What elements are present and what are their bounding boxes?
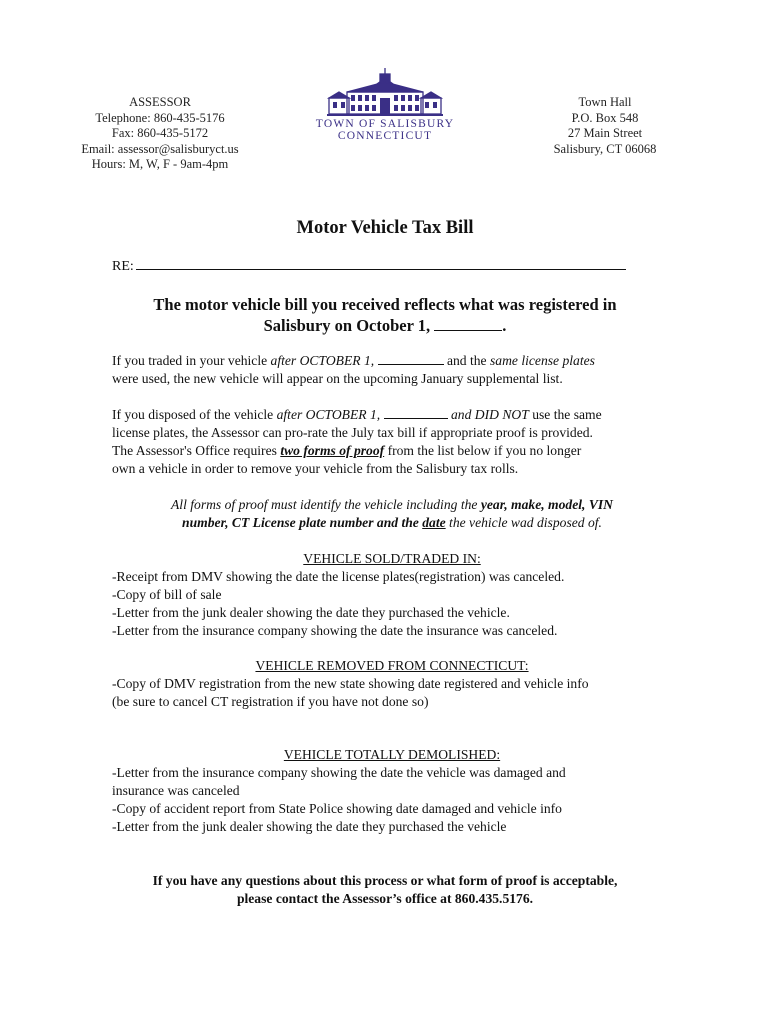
assessor-fax: Fax: 860-435-5172 xyxy=(111,126,209,140)
removed-section xyxy=(112,657,672,711)
section-heading: VEHICLE TOTALLY DEMOLISHED: xyxy=(283,747,501,762)
proof-note-line-2: number, CT License plate number and the date the vehicle wad disposed of. xyxy=(182,515,602,530)
assessor-contact-block xyxy=(60,95,260,173)
paragraph-line: The Assessor's Office requires two forms of proof from the list below if you no longer xyxy=(112,443,582,458)
re-line xyxy=(112,257,626,275)
assessor-email: Email: assessor@salisburyct.us xyxy=(81,141,239,156)
list-item: (be sure to cancel CT registration if you have not done so) xyxy=(112,694,429,709)
footer-line-2: please contact the Assessor’s office at 860.435.5176. xyxy=(236,891,534,906)
demolished-section xyxy=(112,746,672,836)
paragraph-line: If you disposed of the vehicle after OCTOBER 1, and DID NOT use the same xyxy=(112,407,602,422)
address-line-3: 27 Main Street xyxy=(567,126,643,140)
section-heading: VEHICLE SOLD/TRADED IN: xyxy=(303,551,481,566)
town-logo xyxy=(305,66,465,142)
list-item: -Letter from the insurance company showing the date the vehicle was damaged and xyxy=(112,765,566,780)
list-item: -Receipt from DMV showing the date the license plates(registration) was canceled. xyxy=(112,569,565,584)
list-item: insurance was canceled xyxy=(112,783,240,798)
assessor-title: ASSESSOR xyxy=(129,95,191,109)
logo-state-name: CONNECTICUT xyxy=(337,130,433,142)
subheading-line-2: Salisbury on October 1, . xyxy=(263,316,507,335)
disposed-paragraph xyxy=(112,406,672,478)
re-blank xyxy=(136,257,626,270)
traded-in-paragraph xyxy=(112,352,672,388)
paragraph-line: If you traded in your vehicle after OCTOBER 1, and the same license plates xyxy=(112,353,595,368)
list-item: -Letter from the junk dealer showing the date they purchased the vehicle. xyxy=(112,605,510,620)
town-hall-address-block xyxy=(530,95,680,157)
assessor-telephone: Telephone: 860-435-5176 xyxy=(95,110,225,125)
logo-town-name: TOWN OF SALISBURY xyxy=(315,118,455,130)
paragraph-line: license plates, the Assessor can pro-rate the July tax bill if appropriate proof is provided. xyxy=(112,425,593,440)
assessor-hours: Hours: M, W, F - 9am-4pm xyxy=(91,157,229,171)
contact-footer xyxy=(100,872,670,908)
re-label: RE: xyxy=(112,259,134,274)
section-heading: VEHICLE REMOVED FROM CONNECTICUT: xyxy=(255,658,529,673)
footer-line-1: If you have any questions about this process or what form of proof is acceptable, xyxy=(152,873,618,888)
date-blank xyxy=(434,319,502,331)
subheading-line-1: The motor vehicle bill you received reflects what was registered in xyxy=(153,295,617,314)
address-line-2: P.O. Box 548 xyxy=(571,110,639,125)
list-item: -Copy of DMV registration from the new state showing date registered and vehicle info xyxy=(112,676,589,691)
list-item: -Letter from the junk dealer showing the date they purchased the vehicle xyxy=(112,819,507,834)
date-blank xyxy=(378,353,444,365)
proof-note-line-1: All forms of proof must identify the vehicle including the year, make, model, VIN xyxy=(171,497,613,512)
date-blank xyxy=(384,407,448,419)
paragraph-line: own a vehicle in order to remove your vehicle from the Salisbury tax rolls. xyxy=(112,461,519,476)
list-item: -Letter from the insurance company showing the date the insurance was canceled. xyxy=(112,623,558,638)
address-line-1: Town Hall xyxy=(578,95,632,109)
sold-section xyxy=(112,550,672,640)
town-hall-icon xyxy=(327,66,443,118)
document-title: Motor Vehicle Tax Bill xyxy=(296,218,474,238)
list-item: -Copy of bill of sale xyxy=(112,587,222,602)
paragraph-line: were used, the new vehicle will appear on the upcoming January supplemental list. xyxy=(112,371,563,386)
address-line-4: Salisbury, CT 06068 xyxy=(553,141,657,156)
list-item: -Copy of accident report from State Police showing date damaged and vehicle info xyxy=(112,801,562,816)
subheading xyxy=(100,294,670,336)
proof-note xyxy=(112,496,672,532)
